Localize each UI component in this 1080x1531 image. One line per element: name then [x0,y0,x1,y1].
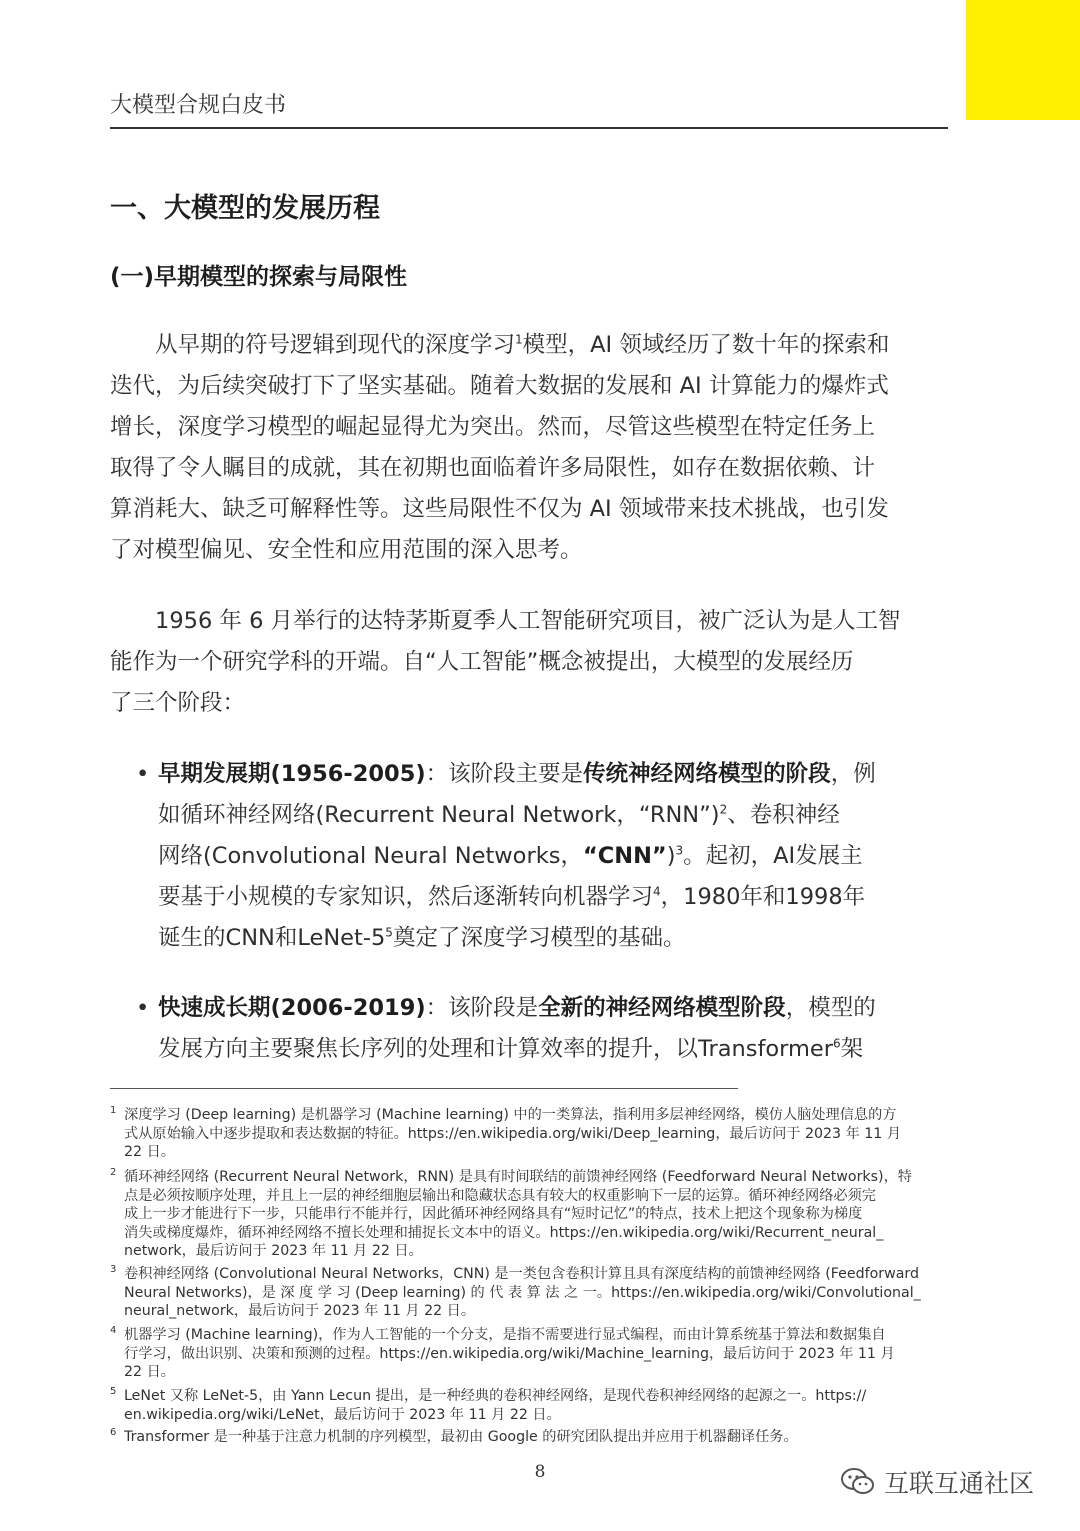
footnote-2: 2 循环神经网络 (Recurrent Neural Network，RNN) 是具有时间联结的前馈神经网络 (Feedforward Neural Networks)，特 点是必须按顺序处理，并且上一层的神经细胞层输出和隐藏状态具有较大的权重影响下一层的运算。循环神经网络必须完 成上一步才能进行下一步，只能串行不能并行，因此循环神经网络具有“短时记忆”的特点，技术上把这个现象称为梯度 消失或梯度爆炸，循环神经网络不擅长处理和捕捉长文本中的语义。https://en.wikipedia.org/wiki/Recurrent_neural_ network，最后访问于 2023 年 11 月 22 日。 [110,1167,912,1260]
section-title: 一、大模型的发展历程 [110,193,380,224]
paragraph-line: 了对模型偏见、安全性和应用范围的深入思考。 [110,537,583,563]
paragraph-line: 增长，深度学习模型的崛起显得尤为突出。然而，尽管这些模型在特定任务上 [110,414,876,440]
running-header: 大模型合规白皮书 [110,93,287,118]
watermark-text: 互联互通社区 [884,1469,1035,1498]
footnote-3: 3 卷积神经网络 (Convolutional Neural Networks，CNN) 是一类包含卷积计算且具有深度结构的前馈神经网络 (Feedforward Neural Networks)，是 深 度 学 习 (Deep learning) 的 代 表 算 法 之 一。https://en.wikipedia.org/wiki/Convolutional_ neural_network，最后访问于 2023 年 11 月 22 日。 [110,1264,921,1320]
paragraph-line: 从早期的符号逻辑到现代的深度学习$^1$模型，AI 领域经历了数十年的探索和 [155,332,890,358]
paragraph-line: 能作为一个研究学科的开端。自“人工智能”概念被提出，大模型的发展经历 [110,649,854,675]
bullet-early-period: • 早期发展期(1956-2005)：该阶段主要是传统神经网络模型的阶段，例 如循环神经网络(Recurrent Neural Network，“RNN”)$^2$、卷积神经 网络(Convolutional Neural Networks，“CNN”)$^3$。起初，AI发展主 要基于小规模的专家知识，然后逐渐转向机器学习$^4$，1980年和1998年 诞生的CNN和LeNet-$5^5$奠定了深度学习模型的基础。 [158,754,948,959]
footnote-1: 1 深度学习 (Deep learning) 是机器学习 (Machine learning) 中的一类算法，指利用多层神经网络，模仿人脑处理信息的方 式从原始输入中逐步提取和表达数据的特征。https://en.wikipedia.org/wiki/Deep_learning，最后访问于 2023 年 11 月 22 日。 [110,1105,902,1161]
paragraph-line: 取得了令人瞩目的成就，其在初期也面临着许多局限性，如存在数据依赖、计 [110,455,876,481]
footnote-5: 5 LeNet 又称 LeNet-5，由 Yann Lecun 提出，是一种经典的卷积神经网络，是现代卷积神经网络的起源之一。https:// en.wikipedia.org/wiki/LeNet，最后访问于 2023 年 11 月 22 日。 [110,1386,867,1423]
paragraph-line: 了三个阶段： [110,690,246,716]
paragraph-line: 算消耗大、缺乏可解释性等。这些局限性不仅为 AI 领域带来技术挑战，也引发 [110,496,889,522]
bullet-growth-period: • 快速成长期(2006-2019)：该阶段是全新的神经网络模型阶段，模型的 发展方向主要聚焦长序列的处理和计算效率的提升，以Transformer$^6$架 [158,988,948,1070]
paragraph-2 [110,601,948,724]
yellow-corner-block [966,0,1080,120]
paragraph-1 [110,325,948,571]
wechat-icon [840,1467,876,1497]
paragraph-line: 1956 年 6 月举行的达特茅斯夏季人工智能研究项目，被广泛认为是人工智 [155,608,901,634]
bullet-dot-icon: • [136,995,150,1021]
header-rule [110,127,948,129]
footnote-rule [110,1088,738,1089]
paragraph-line: 迭代，为后续突破打下了坚实基础。随着大数据的发展和 AI 计算能力的爆炸式 [110,373,889,399]
page-number: 8 [534,1462,546,1482]
subsection-title: (一)早期模型的探索与局限性 [110,264,408,290]
footnote-4: 4 机器学习 (Machine learning)，作为人工智能的一个分支，是指不需要进行显式编程，而由计算系统基于算法和数据集自 行学习，做出识别、决策和预测的过程。https://en.wikipedia.org/wiki/Machine_learning，最后访问于 2023 年 11 月 22 日。 [110,1325,895,1381]
watermark [840,1464,1034,1500]
footnote-6: 6 Transformer 是一种基于注意力机制的序列模型，最初由 Google 的研究团队提出并应用于机器翻译任务。 [110,1427,798,1445]
bullet-dot-icon: • [136,761,150,787]
